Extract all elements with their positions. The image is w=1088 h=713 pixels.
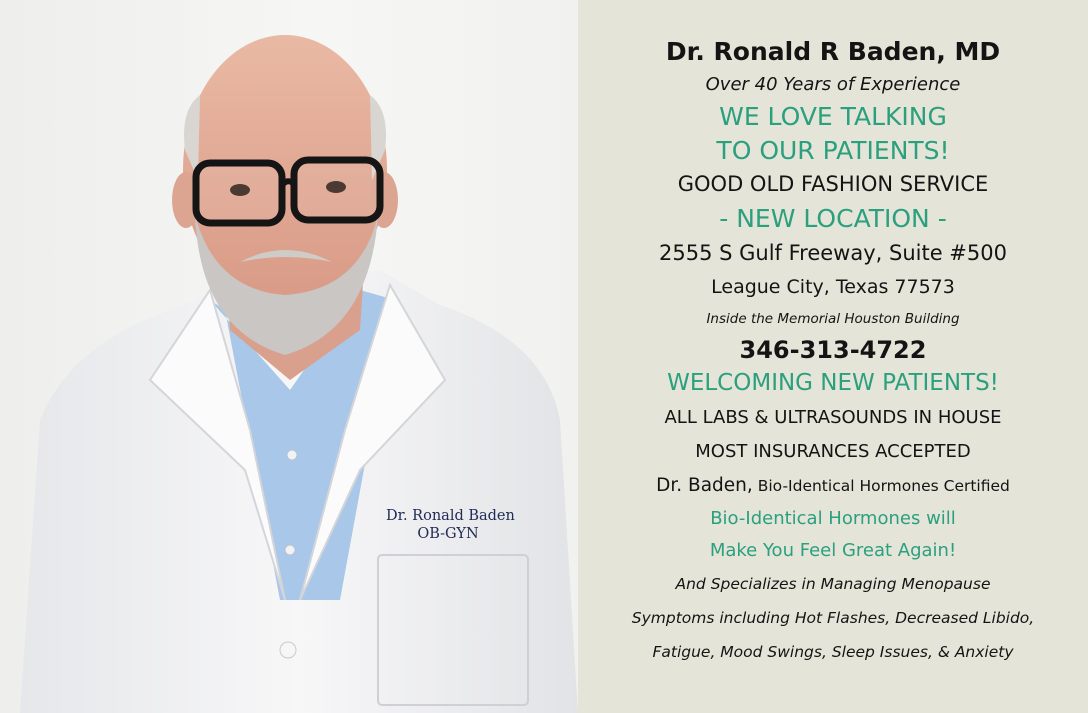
experience-line: Over 40 Years of Experience: [705, 74, 961, 95]
tagline-line-1: WE LOVE TALKING: [719, 102, 947, 131]
specialty-line-3: Fatigue, Mood Swings, Sleep Issues, & Anxiety: [652, 643, 1014, 661]
coat-embroidered-title: OB-GYN: [417, 526, 479, 542]
hormones-line-2: Make You Feel Great Again!: [709, 540, 957, 561]
phone-number: 346-313-4722: [739, 336, 927, 364]
welcoming-line: WELCOMING NEW PATIENTS!: [667, 370, 999, 396]
coat-embroidery: [386, 507, 515, 543]
right-eye: [326, 181, 346, 193]
service-line: GOOD OLD FASHION SERVICE: [677, 172, 989, 196]
specialty-line-2: Symptoms including Hot Flashes, Decreased Libido,: [631, 609, 1035, 627]
certification-name: Dr. Baden,: [656, 475, 753, 496]
city-state-zip: League City, Texas 77573: [711, 276, 955, 298]
street-address: 2555 S Gulf Freeway, Suite #500: [659, 241, 1007, 265]
left-eye: [230, 184, 250, 196]
building-note: Inside the Memorial Houston Building: [706, 311, 960, 327]
new-location-heading: - NEW LOCATION -: [719, 204, 947, 233]
coat-button: [280, 642, 296, 658]
tagline-line-2: TO OUR PATIENTS!: [716, 136, 950, 165]
doctor-name: Dr. Ronald R Baden, MD: [665, 37, 1001, 66]
insurance-line: MOST INSURANCES ACCEPTED: [695, 441, 971, 462]
specialty-line-1: And Specializes in Managing Menopause: [675, 575, 991, 593]
labs-line: ALL LABS & ULTRASOUNDS IN HOUSE: [664, 407, 1002, 428]
coat-embroidered-name: Dr. Ronald Baden: [386, 508, 515, 524]
hormones-line-1: Bio-Identical Hormones will: [710, 508, 956, 529]
shirt-button: [287, 450, 297, 460]
shirt-button: [285, 545, 295, 555]
info-panel: [578, 0, 1088, 713]
certification-line: [656, 469, 1010, 503]
certification-text: Bio-Identical Hormones Certified: [757, 477, 1010, 495]
